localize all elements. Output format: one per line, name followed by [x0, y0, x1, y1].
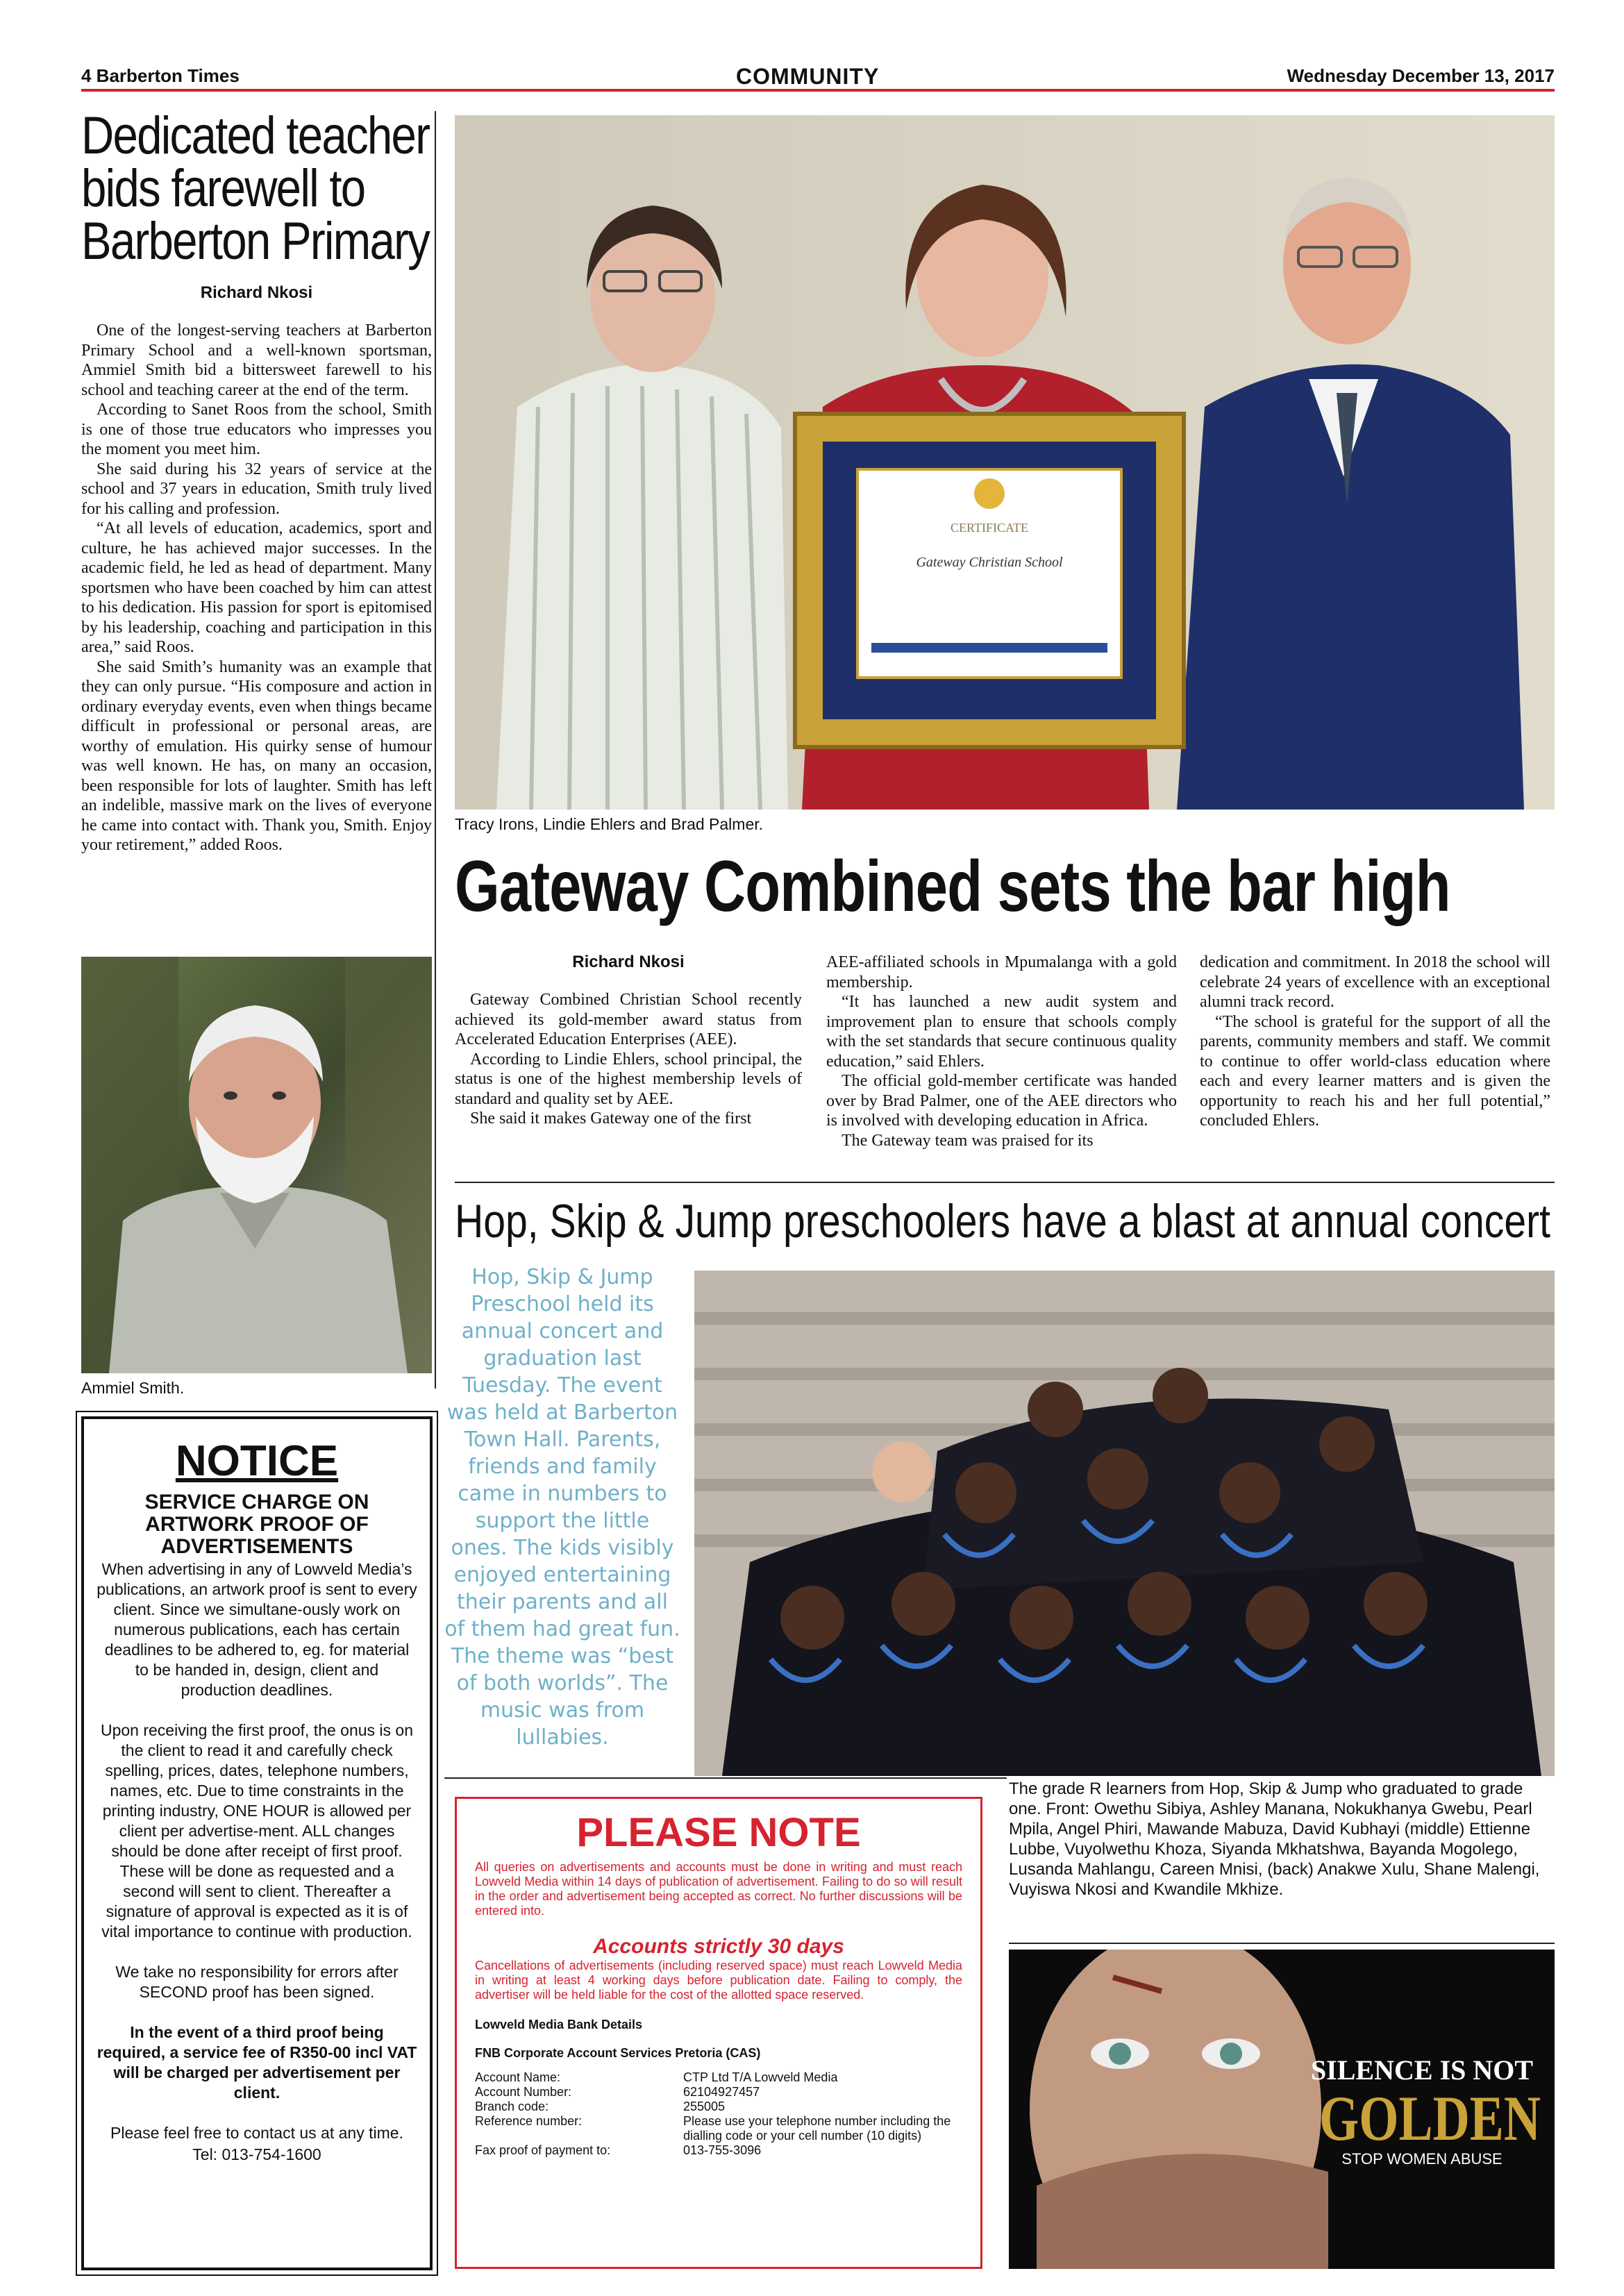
notice-paragraph: Upon receiving the first proof, the onus is on the client to read it and carefully check spelling, prices, dates, telephone numbers, names, etc. Due to time constraints in the printing industry, ONE HOUR is allowed per client per advertise-ment. ALL changes should be done after receipt of first proof. These will be done as requested and a second will sent to client. Thereafter a signature of approval is expected as it is of vital importance to continue with production. — [100, 1721, 414, 1941]
teacher-paragraph: According to Sanet Roos from the school, Smith is one of those true educators who impresses you the moment you meet him. — [81, 401, 432, 458]
silence-ad-text — [1294, 2054, 1550, 2168]
bank-row-value: Please use your telephone number including the dialling code or your cell number (10 digits) — [683, 2114, 951, 2143]
notice-fee: In the event of a third proof being required, a service fee of R350-00 incl VAT will be charged per advertisement per client. — [97, 2023, 417, 2102]
teacher-byline: Richard Nkosi — [200, 283, 313, 302]
gateway-photo — [455, 115, 1555, 810]
please-note-box — [455, 1797, 982, 2269]
gateway-paragraph: The official gold-member certificate was handed over by Brad Palmer, one of the AEE directors who is involved with developing education in Africa. — [826, 1072, 1177, 1130]
bank-row-key: Branch code: — [475, 2100, 549, 2113]
page-folio: 4 Barberton Times — [81, 65, 240, 86]
teacher-paragraph: “At all levels of education, academics, sport and culture, he has achieved major successes. In the academic field, he led as head of department. Many sportsmen who have been coached by him can attest to his dedication. His passion for sport is epitomised by his leadership, coaching and participation in this area,” said Roos. — [81, 519, 432, 656]
notice-paragraph: When advertising in any of Lowveld Media’s publications, an artwork proof is sent to every client. Since we simultane-ously work on numerous publications, each has certain deadlines to be adhered to, eg. for material to be handed in, design, client and production deadlines. — [97, 1560, 417, 1699]
silence-line-2: GOLDEN — [1319, 2083, 1541, 2154]
notice-title: NOTICE — [175, 1437, 339, 1485]
notice-phone: Tel: 013-754-1600 — [192, 2145, 321, 2163]
bank-row — [475, 2100, 962, 2114]
gateway-photo-caption: Tracy Irons, Lindie Ehlers and Brad Palmer. — [455, 815, 764, 833]
silence-ad — [1009, 1950, 1555, 2269]
cancellation-text: Cancellations of advertisements (including reserved space) must reach Lowveld Media in writing at least 4 working days before publication date. Failing to comply, the advertiser will be held liable for the cost of the allotted space reserved. — [475, 1959, 962, 2002]
certificate-school: Gateway Christian School — [916, 555, 1063, 570]
silence-line-1: SILENCE IS NOT — [1310, 2054, 1534, 2086]
gateway-paragraph: dedication and commitment. In 2018 the school will celebrate 24 years of excellence with an exceptional alumni track record. — [1200, 953, 1550, 1011]
gateway-column-3 — [1200, 953, 1550, 1131]
gateway-byline: Richard Nkosi — [572, 953, 685, 971]
please-note-title: PLEASE NOTE — [576, 1810, 861, 1855]
ammiel-caption: Ammiel Smith. — [81, 1379, 185, 1397]
certificate-title: CERTIFICATE — [951, 521, 1028, 535]
accounts-title: Accounts strictly 30 days — [593, 1935, 844, 1958]
bank-row-value: 62104927457 — [683, 2085, 760, 2099]
section-rule — [444, 1777, 1007, 1779]
please-note-text: All queries on advertisements and accounts must be done in writing and must reach Lowveld Media within 14 days of publication of advertisement. Failing to do so will result in the order and advertisement being accepted as correct. No further discussions will be entered into. — [475, 1860, 962, 1918]
gateway-paragraph: Gateway Combined Christian School recently achieved its gold-member award status from Accelerated Education Enterprises (AEE). — [455, 991, 802, 1048]
section-rule — [455, 1182, 1555, 1183]
section-label: COMMUNITY — [736, 64, 880, 89]
bank-row-value: 013-755-3096 — [683, 2143, 762, 2157]
gateway-headline: Gateway Combined sets the bar high — [455, 846, 1450, 927]
preschoolers-caption: The grade R learners from Hop, Skip & Jump who graduated to grade one. Front: Owethu Sibiya, Ashley Manana, Nokukhanya Gwebu, Pearl Mpila, Angel Phiri, Mawande Mabuza, David Kubhayi (middle) Ettienne Lubbe, Vuyolwethu Khoza, Siyanda Mkhatshwa, Bayanda Mogolego, Lusanda Mahlangu, Careen Mnisi, (back) Anakwe Xulu, Shane Malengi, Vuyiswa Nkosi and Kwandile Mkhize. — [1009, 1779, 1540, 1899]
teacher-paragraph: She said during his 32 years of service at the school and 37 years in education, Smith truly lived for his calling and profession. — [81, 460, 432, 518]
teacher-body — [81, 321, 432, 855]
gateway-paragraph: “The school is grateful for the support of all the parents, community members and staff. We commit to continue to offer world-class education where each and every learner matters and is given the opportunity to reach his and her full potential,” concluded Ehlers. — [1200, 1012, 1550, 1130]
bank-row — [475, 2143, 962, 2158]
gateway-paragraph: The Gateway team was praised for its — [842, 1131, 1094, 1150]
bank-details-title: Lowveld Media Bank Details — [475, 2018, 643, 2031]
notice-box — [81, 1416, 433, 2270]
teacher-headline: Dedicated teacher bids farewell to Barberton Primary — [81, 106, 430, 271]
bank-row-key: Reference number: — [475, 2114, 583, 2128]
gateway-paragraph: According to Lindie Ehlers, school principal, the status is one of the highest membership levels of standard and quality set by AEE. — [455, 1050, 802, 1108]
bank-row — [475, 2114, 962, 2143]
bank-row — [475, 2070, 962, 2085]
notice-contact: Please feel free to contact us at any time. — [110, 2124, 403, 2142]
bank-name: FNB Corporate Account Services Pretoria (CAS) — [475, 2046, 761, 2060]
gateway-column-1 — [455, 953, 802, 1129]
notice-subtitle: SERVICE CHARGE ON ARTWORK PROOF OF ADVERTISEMENTS — [144, 1491, 369, 1558]
hop-headline: Hop, Skip & Jump preschoolers have a blast at annual concert — [455, 1195, 1551, 1248]
hop-intro: Hop, Skip & Jump Preschool held its annual concert and graduation last Tuesday. The event was held at Barberton Town Hall. Parents, friends and family came in numbers to support the little ones. The kids visibly enjoyed entertaining their parents and all of them had great fun. The theme was “best of both worlds”. The music was from lullabies. — [444, 1265, 680, 1750]
bank-row-key: Account Name: — [475, 2070, 561, 2084]
bank-row-key: Account Number: — [475, 2085, 572, 2099]
teacher-paragraph: One of the longest-serving teachers at Barberton Primary School and a well-known sportsman, Ammiel Smith bid a bittersweet farewell to his school and teaching career at the end of the term. — [81, 321, 432, 399]
notice-paragraph: We take no responsibility for errors after SECOND proof has been signed. — [115, 1963, 399, 2001]
bank-row-value: CTP Ltd T/A Lowveld Media — [683, 2070, 838, 2084]
gateway-column-2 — [826, 953, 1177, 1150]
teacher-paragraph: She said Smith’s humanity was an example that they can only pursue. “His composure and action in ordinary everyday events, even when things became difficult in professional or personal areas, are worthy of emulation. His quirky sense of humour was well known. He has, on many an occasion, been responsible for lots of laughter. Smith has left an indelible, massive mark on the lives of everyone he came into contact with. Thank you, Smith. Enjoy your retirement,” added Roos. — [81, 657, 432, 854]
bank-row-key: Fax proof of payment to: — [475, 2143, 611, 2157]
gateway-paragraph: She said it makes Gateway one of the first — [470, 1109, 752, 1128]
bank-row-value: 255005 — [683, 2100, 726, 2113]
header-rule — [81, 89, 1555, 92]
preschoolers-photo — [694, 1271, 1555, 1776]
silence-line-3: STOP WOMEN ABUSE — [1341, 2150, 1502, 2168]
gateway-paragraph: AEE-affiliated schools in Mpumalanga with a gold membership. — [826, 953, 1177, 991]
bank-row — [475, 2085, 962, 2100]
issue-date: Wednesday December 13, 2017 — [1287, 65, 1555, 86]
section-rule — [1009, 1943, 1555, 1944]
ammiel-smith-photo — [81, 957, 432, 1373]
column-divider — [435, 111, 436, 1389]
gateway-paragraph: “It has launched a new audit system and improvement plan to ensure that schools comply with the set standards that secure continuous quality education,” said Ehlers. — [826, 993, 1177, 1071]
